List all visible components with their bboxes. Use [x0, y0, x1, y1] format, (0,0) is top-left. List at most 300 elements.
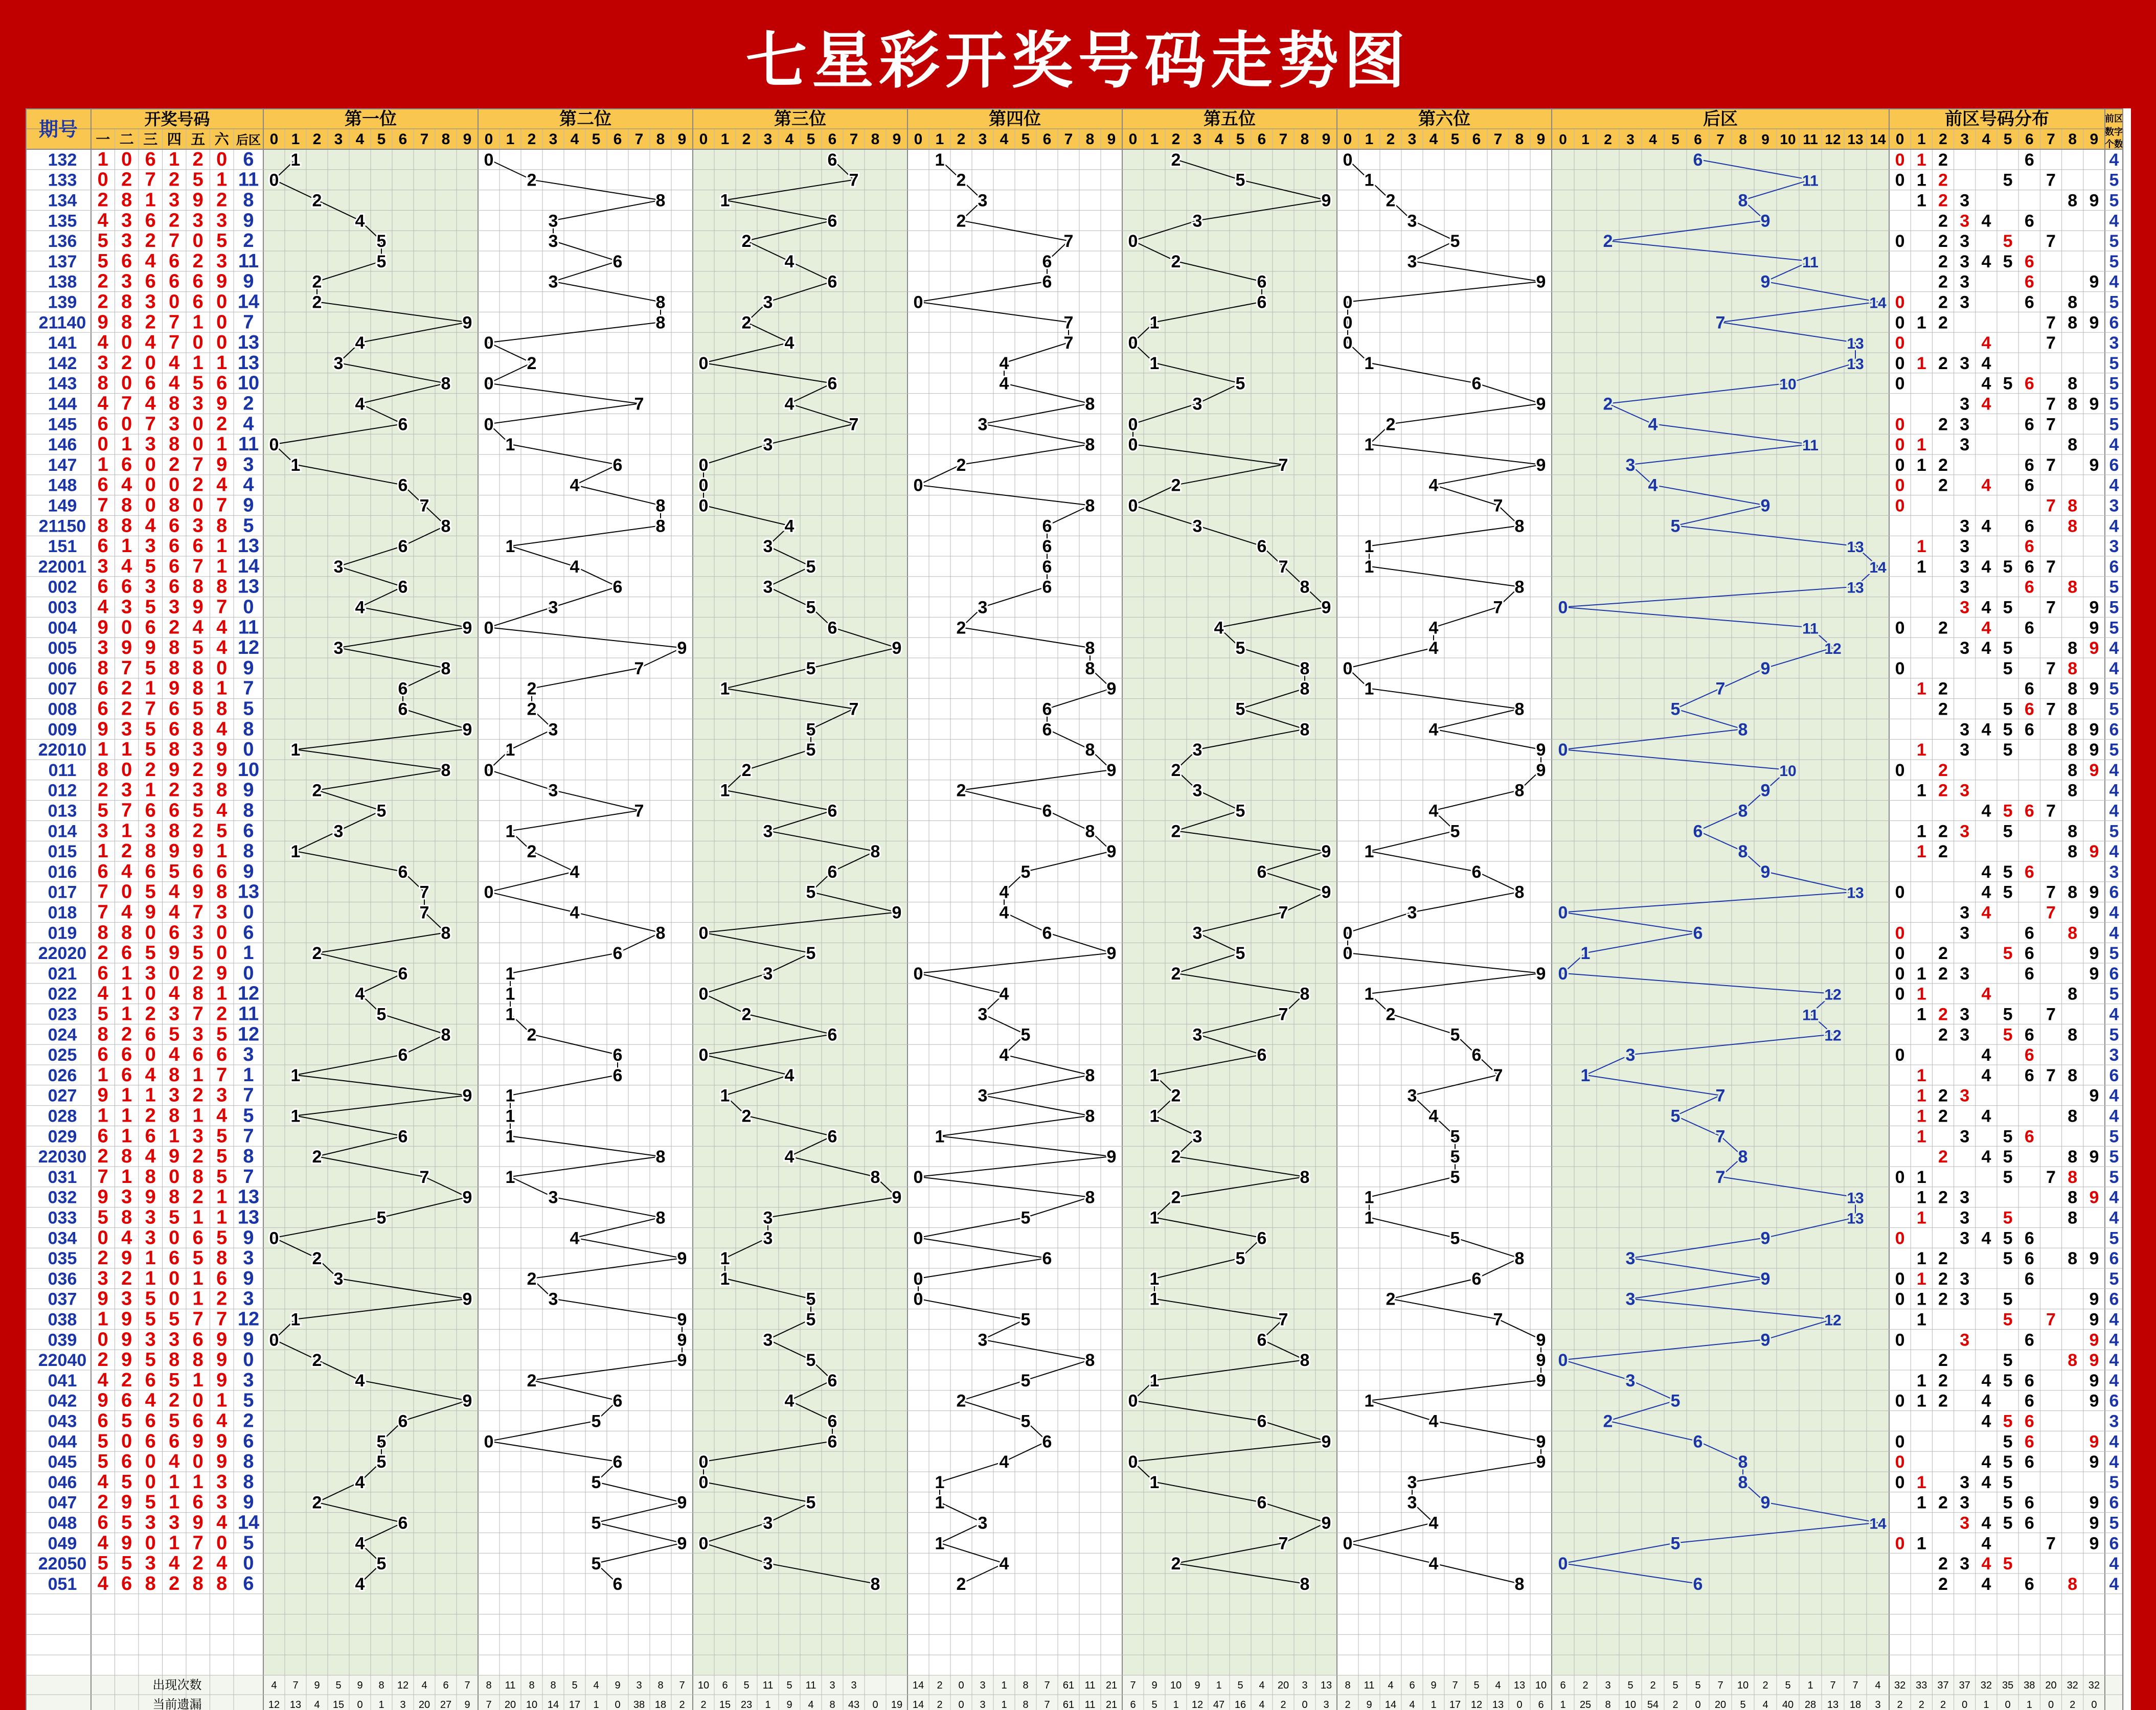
- trend-point: 0: [1343, 292, 1353, 312]
- winning-back: 13: [237, 1206, 260, 1228]
- winning-digit: 3: [145, 1206, 156, 1228]
- distribution-digit: 6: [2024, 537, 2034, 557]
- trend-point: 1: [720, 1086, 730, 1106]
- front-count: 6: [2109, 455, 2119, 475]
- winning-digit: 1: [192, 1206, 203, 1228]
- distribution-digit: 3: [1960, 577, 1970, 597]
- distribution-digit: 9: [2089, 1432, 2099, 1452]
- trend-point: 6: [398, 964, 408, 984]
- distribution-digit: 0: [1895, 353, 1905, 373]
- distribution-digit-header: 0: [1895, 131, 1904, 148]
- trend-point: 2: [741, 313, 752, 333]
- trend-point: 1: [505, 1005, 515, 1024]
- footer-stat: 9: [1366, 1699, 1372, 1710]
- distribution-digit: 9: [2089, 1310, 2099, 1330]
- winning-digit: 2: [97, 291, 108, 313]
- distribution-digit: 3: [1960, 1086, 1970, 1106]
- distribution-digit: 0: [1895, 333, 1905, 353]
- trend-point: 6: [1257, 1228, 1267, 1248]
- trend-point: 6: [1257, 1045, 1267, 1065]
- winning-back: 10: [237, 372, 260, 394]
- distribution-digit: 3: [1960, 781, 1970, 801]
- front-count: 4: [2109, 658, 2119, 678]
- front-count: 6: [2109, 1289, 2119, 1309]
- distribution-digit: 4: [1981, 211, 1991, 231]
- footer-stat: 7: [1852, 1680, 1858, 1691]
- trend-point: 6: [398, 415, 408, 435]
- footer-stat: 5: [1785, 1680, 1791, 1691]
- trend-point: 4: [999, 374, 1009, 394]
- winning-digit: 7: [192, 1003, 203, 1025]
- distribution-digit: 9: [2089, 394, 2099, 414]
- back-digit-header: 3: [1626, 131, 1635, 147]
- winning-digit: 4: [169, 1553, 180, 1575]
- distribution-digit: 4: [1981, 862, 1991, 882]
- trend-point: 3: [548, 232, 558, 252]
- back-trend-point: 11: [1802, 172, 1819, 190]
- trend-point: 1: [1364, 1188, 1374, 1207]
- trend-point: 3: [1192, 781, 1202, 801]
- footer-stat: 4: [1259, 1680, 1265, 1691]
- winning-digit: 4: [169, 352, 180, 374]
- distribution-digit: 6: [2024, 292, 2034, 312]
- digit-header: 1: [506, 131, 515, 148]
- trend-point: 3: [1192, 516, 1202, 536]
- front-count: 4: [2109, 639, 2119, 658]
- back-trend-point: 0: [1558, 1351, 1568, 1371]
- trend-point: 9: [462, 1188, 472, 1207]
- front-count: 4: [2109, 781, 2119, 801]
- winning-digit: 6: [121, 453, 132, 475]
- trend-point: 5: [806, 1310, 816, 1330]
- trend-point: 7: [634, 801, 644, 821]
- distribution-digit: 0: [1895, 923, 1905, 943]
- footer-stat: 14: [912, 1680, 924, 1691]
- winning-digit: 0: [192, 413, 203, 435]
- winning-digit: 5: [192, 1247, 203, 1269]
- footer-stat: 16: [1234, 1699, 1246, 1710]
- trend-point: 8: [1085, 1106, 1095, 1126]
- period-cell: 029: [48, 1127, 77, 1147]
- winning-back: 1: [243, 942, 254, 964]
- trend-point: 7: [849, 170, 859, 190]
- winning-digit: 1: [216, 840, 228, 862]
- trend-point: 0: [269, 1330, 279, 1350]
- winning-digit: 6: [145, 1430, 156, 1452]
- winning-digit: 4: [145, 1146, 156, 1168]
- distribution-digit: 0: [1895, 1472, 1905, 1492]
- distribution-digit: 7: [2046, 1167, 2056, 1187]
- footer-stat: 61: [1062, 1699, 1075, 1710]
- trend-point: 0: [1343, 150, 1353, 170]
- footer-stat: 8: [657, 1680, 664, 1691]
- front-count: 3: [2109, 1045, 2119, 1065]
- distribution-digit: 8: [2068, 1188, 2078, 1207]
- distribution-digit: 8: [2068, 292, 2078, 312]
- winning-digit: 6: [97, 576, 108, 598]
- trend-point: 2: [312, 1147, 322, 1167]
- distribution-digit: 8: [2068, 1574, 2078, 1594]
- footer-stat: 9: [1194, 1680, 1200, 1691]
- winning-digit: 5: [97, 1206, 108, 1228]
- winning-digit: 2: [97, 779, 108, 801]
- trend-point: 2: [1171, 1188, 1181, 1207]
- winning-digit: 3: [192, 1125, 203, 1147]
- winning-digit: 4: [97, 1471, 108, 1493]
- distribution-digit: 9: [2089, 1249, 2099, 1269]
- period-cell: 028: [48, 1106, 77, 1126]
- trend-point: 6: [612, 1452, 623, 1472]
- back-trend-point: 11: [1802, 1007, 1819, 1024]
- trend-point: 8: [655, 191, 666, 211]
- trend-point: 4: [355, 211, 365, 231]
- footer-stat: 1: [765, 1699, 771, 1710]
- period-cell: 019: [48, 923, 77, 943]
- winning-digit: 1: [121, 1105, 132, 1127]
- footer-stat: 11: [805, 1680, 816, 1691]
- trend-point: 0: [698, 984, 709, 1004]
- period-cell: 032: [48, 1188, 77, 1207]
- front-count: 4: [2109, 1330, 2119, 1350]
- trend-point: 0: [1128, 333, 1138, 353]
- footer-stat: 61: [1062, 1680, 1075, 1691]
- distribution-digit: 3: [1960, 353, 1970, 373]
- distribution-digit: 2: [1938, 1188, 1948, 1207]
- distribution-digit: 0: [1895, 415, 1905, 435]
- winning-digit: 4: [216, 617, 228, 639]
- distribution-digit: 3: [1960, 435, 1970, 455]
- footer-stat: 20: [418, 1699, 430, 1710]
- back-trend-point: 13: [1847, 355, 1864, 373]
- trend-point: 2: [527, 1371, 537, 1390]
- front-count: 4: [2109, 150, 2119, 170]
- trend-point: 4: [570, 862, 580, 882]
- trend-point: 0: [913, 475, 923, 495]
- back-trend-point: 11: [1802, 437, 1819, 454]
- winning-digit: 2: [97, 270, 108, 292]
- winning-back: 2: [243, 1410, 254, 1432]
- trend-point: 8: [1085, 1065, 1095, 1085]
- front-count: 3: [2109, 862, 2119, 882]
- winning-digit: 0: [169, 1227, 180, 1249]
- footer-stat: 13: [1492, 1699, 1504, 1710]
- distribution-digit: 9: [2089, 1330, 2099, 1350]
- trend-point: 3: [978, 1513, 988, 1533]
- winning-back: 13: [237, 576, 260, 598]
- trend-point: 1: [1364, 170, 1374, 190]
- winning-digit: 0: [121, 617, 132, 639]
- winning-digit: 7: [97, 901, 108, 923]
- footer-stat: 5: [1237, 1680, 1243, 1691]
- winning-digit: 3: [169, 1003, 180, 1025]
- footer-stat: 1: [1431, 1699, 1437, 1710]
- distribution-digit: 4: [1981, 1411, 1991, 1431]
- trend-point: 6: [1042, 720, 1052, 740]
- period-cell: 145: [48, 415, 77, 435]
- back-digit-header: 5: [1671, 131, 1680, 147]
- distribution-digit: 5: [2003, 598, 2013, 618]
- winning-back: 10: [237, 759, 260, 781]
- trend-point: 2: [741, 1005, 752, 1024]
- trend-point: 6: [398, 537, 408, 557]
- trend-point: 7: [419, 903, 429, 923]
- distribution-digit: 5: [2003, 882, 2013, 902]
- distribution-digit: 0: [1895, 496, 1905, 516]
- winning-back: 11: [238, 169, 259, 191]
- distribution-digit: 6: [2024, 1432, 2034, 1452]
- footer-stat: 5: [786, 1680, 792, 1691]
- trend-point: 5: [376, 1452, 387, 1472]
- trend-point: 4: [1428, 1513, 1439, 1533]
- back-trend-point: 5: [1670, 1391, 1681, 1411]
- footer-stat: 8: [550, 1680, 556, 1691]
- digit-header: 4: [1429, 131, 1438, 148]
- back-trend-point: 9: [1760, 496, 1771, 516]
- distribution-digit-header: 6: [2025, 131, 2034, 148]
- winning-back: 8: [243, 800, 254, 822]
- winning-digit: 9: [216, 453, 228, 475]
- winning-digit: 0: [216, 332, 228, 354]
- distribution-digit: 4: [1981, 374, 1991, 394]
- back-trend-point: 5: [1670, 1534, 1681, 1554]
- period-cell: 035: [48, 1249, 77, 1269]
- trend-point: 1: [720, 1249, 730, 1269]
- trend-point: 8: [1300, 1351, 1310, 1371]
- trend-point: 8: [1514, 516, 1525, 536]
- distribution-digit: 6: [2024, 516, 2034, 536]
- distribution-digit: 8: [2068, 1025, 2078, 1045]
- trend-point: 3: [763, 1228, 773, 1248]
- winning-digit: 0: [145, 474, 156, 496]
- back-header: 后区: [1703, 109, 1738, 129]
- winning-digit: 9: [97, 1389, 108, 1411]
- distribution-digit: 2: [1938, 822, 1948, 841]
- trend-point: 4: [999, 882, 1009, 902]
- footer-stat: 0: [1695, 1699, 1701, 1710]
- distribution-digit: 5: [2003, 252, 2013, 271]
- digit-header: 5: [1236, 131, 1245, 148]
- distribution-digit-header: 7: [2047, 131, 2055, 148]
- footer-stat: 21: [1105, 1699, 1118, 1710]
- winning-back: 13: [237, 535, 260, 557]
- winning-digit: 1: [145, 1267, 156, 1289]
- winning-digit: 7: [192, 901, 203, 923]
- winning-digit: 1: [192, 1105, 203, 1127]
- winning-digit: 2: [192, 759, 203, 781]
- winning-digit: 1: [121, 962, 132, 984]
- winning-digit: 1: [216, 1389, 228, 1411]
- distribution-digit: 4: [1981, 882, 1991, 902]
- period-cell: 051: [48, 1574, 77, 1594]
- back-trend-point: 1: [1580, 1065, 1591, 1085]
- winning-digit: 6: [216, 1044, 228, 1066]
- footer-stat: 3: [636, 1680, 642, 1691]
- distribution-digit: 6: [2024, 211, 2034, 231]
- period-cell: 041: [48, 1371, 77, 1390]
- trend-point: 8: [1514, 577, 1525, 597]
- winning-digit: 4: [169, 1044, 180, 1066]
- winning-digit: 3: [121, 210, 132, 232]
- winning-back: 8: [243, 1471, 254, 1493]
- trend-point: 4: [1428, 1554, 1439, 1574]
- winning-back: 9: [243, 1491, 254, 1513]
- trend-point: 1: [1364, 557, 1374, 577]
- period-cell: 002: [48, 577, 77, 597]
- trend-point: 5: [591, 1513, 601, 1533]
- trend-point: 0: [1128, 496, 1138, 516]
- digit-header: 2: [312, 131, 322, 148]
- winning-digit: 3: [145, 535, 156, 557]
- distribution-digit: 3: [1960, 1472, 1970, 1492]
- winning-digit: 1: [192, 311, 203, 333]
- winning-digit: 9: [145, 901, 156, 923]
- digit-header: 7: [1279, 131, 1288, 148]
- winning-digit: 8: [192, 983, 203, 1005]
- footer-stat: 6: [1538, 1699, 1544, 1710]
- distribution-digit: 7: [2046, 313, 2056, 333]
- trend-point: 5: [1020, 1310, 1031, 1330]
- winning-digit: 3: [216, 901, 228, 923]
- winning-digit: 4: [145, 250, 156, 272]
- winning-digit: 2: [169, 779, 180, 801]
- winning-digit: 0: [97, 434, 108, 455]
- footer-stat: 6: [1560, 1680, 1566, 1691]
- trend-point: 9: [1536, 455, 1546, 475]
- footer-stat: 35: [2002, 1680, 2014, 1691]
- trend-point: 9: [1321, 1432, 1331, 1452]
- trend-point: 8: [870, 1574, 880, 1594]
- winning-digit: 0: [192, 230, 203, 252]
- front-count: 6: [2109, 1249, 2119, 1269]
- digit-header: 2: [1171, 131, 1181, 148]
- distribution-digit: 2: [1938, 618, 1948, 638]
- trend-point: 8: [441, 516, 451, 536]
- footer-stat: 8: [486, 1680, 492, 1691]
- front-count: 5: [2109, 598, 2119, 618]
- front-count: 4: [2109, 1371, 2119, 1390]
- winning-digit: 6: [121, 942, 132, 964]
- winning-digit: 1: [121, 434, 132, 455]
- winning-back: 3: [243, 1044, 254, 1066]
- winning-digit: 6: [169, 576, 180, 598]
- winning-digit: 6: [97, 860, 108, 882]
- distribution-digit: 6: [2024, 801, 2034, 821]
- trend-point: 0: [698, 1472, 709, 1492]
- winning-subheader: 四: [167, 131, 181, 147]
- distribution-digit: 7: [2046, 170, 2056, 190]
- distribution-digit: 8: [2068, 842, 2078, 862]
- distribution-digit: 5: [2003, 1208, 2013, 1228]
- period-cell: 017: [48, 882, 77, 902]
- distribution-digit: 2: [1938, 842, 1948, 862]
- trend-point: 6: [827, 1432, 837, 1452]
- footer-stat: 0: [2048, 1699, 2054, 1710]
- back-digit-header: 6: [1694, 131, 1702, 147]
- trend-point: 1: [290, 842, 301, 862]
- trend-point: 8: [1300, 658, 1310, 678]
- trend-point: 1: [1149, 313, 1160, 333]
- distribution-digit: 2: [1938, 679, 1948, 699]
- winning-digit: 9: [97, 311, 108, 333]
- front-count: 6: [2109, 1065, 2119, 1085]
- distribution-digit: 4: [1981, 252, 1991, 271]
- winning-digit: 6: [97, 962, 108, 984]
- footer-stat: 6: [722, 1680, 728, 1691]
- distribution-digit: 9: [2089, 1086, 2099, 1106]
- distribution-digit: 1: [1916, 1249, 1926, 1269]
- footer-stat: 7: [1130, 1680, 1136, 1691]
- trend-point: 3: [763, 1208, 773, 1228]
- footer-stat: 15: [332, 1699, 345, 1710]
- period-cell: 026: [48, 1065, 77, 1085]
- distribution-digit: 9: [2089, 1534, 2099, 1554]
- winning-digit: 5: [97, 250, 108, 272]
- winning-digit: 1: [121, 1125, 132, 1147]
- footer-stat: 40: [1782, 1699, 1794, 1710]
- winning-digit: 1: [169, 1532, 180, 1554]
- distribution-digit: 0: [1895, 232, 1905, 252]
- winning-digit: 0: [216, 148, 228, 170]
- trend-point: 9: [462, 1391, 472, 1411]
- distribution-digit: 7: [2046, 903, 2056, 923]
- trend-point: 7: [1278, 903, 1288, 923]
- winning-digit: 1: [145, 677, 156, 699]
- winning-digit: 9: [216, 962, 228, 984]
- winning-digit: 3: [169, 413, 180, 435]
- winning-digit: 8: [192, 718, 203, 740]
- footer-stat: 12: [1191, 1699, 1204, 1710]
- winning-digit: 4: [216, 1105, 228, 1127]
- trend-point: 9: [892, 903, 902, 923]
- winning-digit: 9: [121, 1532, 132, 1554]
- front-count: 5: [2109, 1025, 2119, 1045]
- trend-point: 3: [763, 292, 773, 312]
- trend-point: 2: [527, 1269, 537, 1289]
- distribution-digit: 5: [2003, 1025, 2013, 1045]
- winning-digit: 5: [192, 942, 203, 964]
- winning-digit: 6: [97, 1125, 108, 1147]
- footer-stat: 11: [1364, 1680, 1375, 1691]
- distribution-digit: 2: [1938, 1351, 1948, 1371]
- trend-point: 3: [548, 272, 558, 292]
- winning-digit: 0: [169, 291, 180, 313]
- winning-digit: 9: [192, 881, 203, 903]
- winning-digit: 9: [169, 759, 180, 781]
- trend-point: 9: [462, 720, 472, 740]
- trend-point: 1: [505, 1127, 515, 1147]
- winning-digit: 3: [121, 270, 132, 292]
- period-cell: 044: [48, 1432, 77, 1452]
- trend-point: 7: [419, 882, 429, 902]
- distribution-digit: 2: [1938, 781, 1948, 801]
- distribution-digit: 9: [2089, 1513, 2099, 1533]
- winning-digit: 7: [192, 453, 203, 475]
- footer-stat: 5: [335, 1680, 342, 1691]
- trend-point: 7: [1063, 232, 1074, 252]
- period-cell: 144: [48, 394, 77, 414]
- distribution-digit: 9: [2089, 720, 2099, 740]
- winning-digit: 6: [169, 922, 180, 944]
- winning-digit: 8: [216, 515, 228, 537]
- winning-back: 0: [243, 962, 254, 984]
- trend-point: 3: [1192, 1025, 1202, 1045]
- digit-header: 3: [334, 131, 343, 148]
- distribution-digit: 1: [1916, 1065, 1926, 1085]
- winning-digit: 6: [121, 1389, 132, 1411]
- winning-digit: 6: [169, 250, 180, 272]
- winning-digit: 3: [97, 352, 108, 374]
- winning-digit: 0: [121, 1430, 132, 1452]
